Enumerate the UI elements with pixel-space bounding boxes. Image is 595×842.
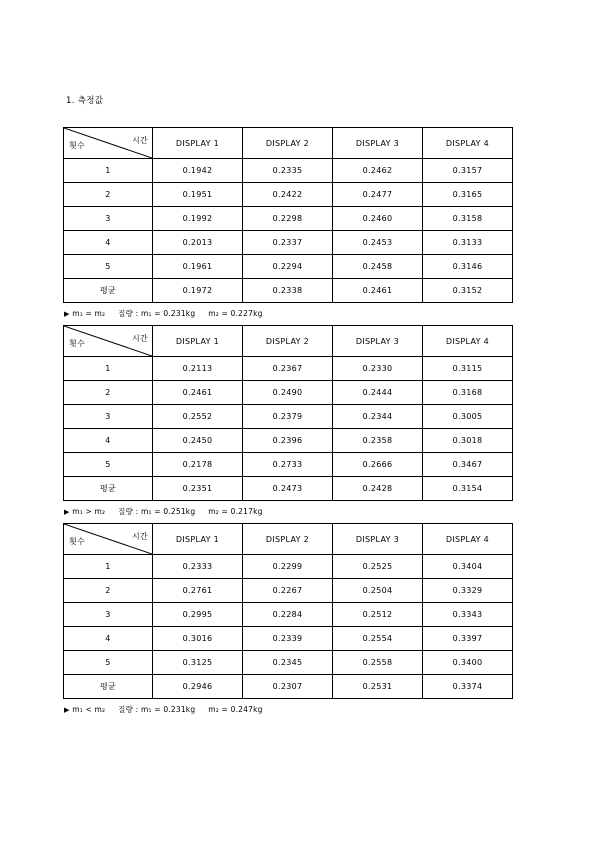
table-cell: 0.2339	[243, 627, 333, 651]
row-label: 5	[64, 453, 153, 477]
row-label: 4	[64, 627, 153, 651]
table-cell: 0.2379	[243, 405, 333, 429]
table-cell: 0.2461	[333, 279, 423, 303]
corner-label-trials: 횟수	[69, 537, 86, 546]
table-cell: 0.2267	[243, 579, 333, 603]
table-row	[64, 207, 513, 231]
table-row	[64, 627, 513, 651]
table-row	[64, 651, 513, 675]
table-cell: 0.3016	[153, 627, 243, 651]
row-label: 3	[64, 405, 153, 429]
table-cell: 0.2284	[243, 603, 333, 627]
triangle-bullet-icon: ▶	[64, 310, 70, 318]
column-header: DISPLAY 2	[243, 524, 333, 555]
table-cell: 0.2946	[153, 675, 243, 699]
table-cell: 0.2113	[153, 357, 243, 381]
row-label: 평균	[64, 477, 153, 501]
row-label: 2	[64, 381, 153, 405]
measurement-table-2	[63, 325, 513, 501]
table-row	[64, 429, 513, 453]
row-label: 4	[64, 429, 153, 453]
table-cell: 0.3133	[423, 231, 513, 255]
table-cell: 0.3154	[423, 477, 513, 501]
table-row	[64, 159, 513, 183]
table-cell: 0.2178	[153, 453, 243, 477]
corner-label-time: 시간	[131, 136, 148, 145]
table-cell: 0.2358	[333, 429, 423, 453]
table-cell: 0.2490	[243, 381, 333, 405]
table-cell: 0.1942	[153, 159, 243, 183]
table-cell: 0.3018	[423, 429, 513, 453]
table-cell: 0.2733	[243, 453, 333, 477]
section-heading: 1. 측정값	[66, 96, 104, 106]
table-cell: 0.3467	[423, 453, 513, 477]
column-header: DISPLAY 4	[423, 326, 513, 357]
row-label: 2	[64, 579, 153, 603]
table-cell: 0.2337	[243, 231, 333, 255]
table-row	[64, 183, 513, 207]
table-cell: 0.2299	[243, 555, 333, 579]
table-cell: 0.2473	[243, 477, 333, 501]
mass-note-text: m₁ = m₂ 질량 : m₁ = 0.231kg m₂ = 0.227kg	[72, 309, 263, 318]
corner-label-time: 시간	[131, 334, 148, 343]
row-label: 5	[64, 651, 153, 675]
table-cell: 0.3165	[423, 183, 513, 207]
table-cell: 0.2458	[333, 255, 423, 279]
table-row	[64, 555, 513, 579]
table-row	[64, 453, 513, 477]
row-label: 5	[64, 255, 153, 279]
table-cell: 0.3005	[423, 405, 513, 429]
table-cell: 0.2351	[153, 477, 243, 501]
triangle-bullet-icon: ▶	[64, 706, 70, 714]
table-cell: 0.1972	[153, 279, 243, 303]
table-cell: 0.2013	[153, 231, 243, 255]
table-cell: 0.2477	[333, 183, 423, 207]
row-label: 평균	[64, 279, 153, 303]
mass-note-text: m₁ > m₂ 질량 : m₁ = 0.251kg m₂ = 0.217kg	[72, 507, 263, 516]
table-cell: 0.2333	[153, 555, 243, 579]
table-cell: 0.2367	[243, 357, 333, 381]
table-cell: 0.2344	[333, 405, 423, 429]
table-cell: 0.3157	[423, 159, 513, 183]
table-cell: 0.3115	[423, 357, 513, 381]
row-label: 평균	[64, 675, 153, 699]
table-header-row	[64, 524, 513, 555]
column-header: DISPLAY 4	[423, 128, 513, 159]
table-cell: 0.2330	[333, 357, 423, 381]
corner-header-cell	[64, 128, 153, 159]
table-cell: 0.2428	[333, 477, 423, 501]
table-cell: 0.2461	[153, 381, 243, 405]
table-cell: 0.2396	[243, 429, 333, 453]
table-header-row	[64, 128, 513, 159]
column-header: DISPLAY 1	[153, 524, 243, 555]
row-label: 3	[64, 207, 153, 231]
table-cell: 0.2335	[243, 159, 333, 183]
table-cell: 0.3146	[423, 255, 513, 279]
table-row	[64, 381, 513, 405]
table-row-average	[64, 477, 513, 501]
corner-label-time: 시간	[131, 532, 148, 541]
column-header: DISPLAY 3	[333, 524, 423, 555]
table-cell: 0.1992	[153, 207, 243, 231]
table-cell: 0.2558	[333, 651, 423, 675]
table-cell: 0.2995	[153, 603, 243, 627]
mass-note-1	[64, 308, 263, 319]
table-cell: 0.3343	[423, 603, 513, 627]
table-cell: 0.3400	[423, 651, 513, 675]
column-header: DISPLAY 3	[333, 326, 423, 357]
column-header: DISPLAY 2	[243, 128, 333, 159]
measurement-table-1	[63, 127, 513, 303]
row-label: 4	[64, 231, 153, 255]
table-cell: 0.3404	[423, 555, 513, 579]
table-cell: 0.2307	[243, 675, 333, 699]
table-cell: 0.3329	[423, 579, 513, 603]
column-header: DISPLAY 1	[153, 128, 243, 159]
table-cell: 0.2298	[243, 207, 333, 231]
row-label: 1	[64, 159, 153, 183]
corner-header-cell	[64, 326, 153, 357]
row-label: 1	[64, 555, 153, 579]
column-header: DISPLAY 3	[333, 128, 423, 159]
table-header-row	[64, 326, 513, 357]
table-cell: 0.2761	[153, 579, 243, 603]
table-cell: 0.2450	[153, 429, 243, 453]
table-row	[64, 603, 513, 627]
table-cell: 0.3125	[153, 651, 243, 675]
column-header: DISPLAY 1	[153, 326, 243, 357]
mass-note-3	[64, 704, 263, 715]
corner-label-trials: 횟수	[69, 339, 86, 348]
table-row-average	[64, 279, 513, 303]
row-label: 1	[64, 357, 153, 381]
corner-label-trials: 횟수	[69, 141, 86, 150]
corner-header-cell	[64, 524, 153, 555]
table-cell: 0.2460	[333, 207, 423, 231]
table-cell: 0.3152	[423, 279, 513, 303]
table-cell: 0.2554	[333, 627, 423, 651]
column-header: DISPLAY 2	[243, 326, 333, 357]
table-cell: 0.3397	[423, 627, 513, 651]
mass-note-text: m₁ < m₂ 질량 : m₁ = 0.231kg m₂ = 0.247kg	[72, 705, 263, 714]
table-row	[64, 357, 513, 381]
table-row	[64, 579, 513, 603]
row-label: 2	[64, 183, 153, 207]
table-row	[64, 255, 513, 279]
table-cell: 0.2525	[333, 555, 423, 579]
table-cell: 0.2512	[333, 603, 423, 627]
column-header: DISPLAY 4	[423, 524, 513, 555]
table-cell: 0.2338	[243, 279, 333, 303]
row-label: 3	[64, 603, 153, 627]
table-cell: 0.2552	[153, 405, 243, 429]
table-cell: 0.2453	[333, 231, 423, 255]
measurement-table-3	[63, 523, 513, 699]
table-cell: 0.2422	[243, 183, 333, 207]
table-row	[64, 231, 513, 255]
table-cell: 0.2531	[333, 675, 423, 699]
table-cell: 0.3158	[423, 207, 513, 231]
table-cell: 0.1951	[153, 183, 243, 207]
table-row	[64, 405, 513, 429]
table-cell: 0.1961	[153, 255, 243, 279]
table-cell: 0.2294	[243, 255, 333, 279]
triangle-bullet-icon: ▶	[64, 508, 70, 516]
table-cell: 0.2462	[333, 159, 423, 183]
table-cell: 0.3374	[423, 675, 513, 699]
table-cell: 0.2444	[333, 381, 423, 405]
table-cell: 0.3168	[423, 381, 513, 405]
table-cell: 0.2504	[333, 579, 423, 603]
mass-note-2	[64, 506, 263, 517]
table-row-average	[64, 675, 513, 699]
table-cell: 0.2345	[243, 651, 333, 675]
table-cell: 0.2666	[333, 453, 423, 477]
